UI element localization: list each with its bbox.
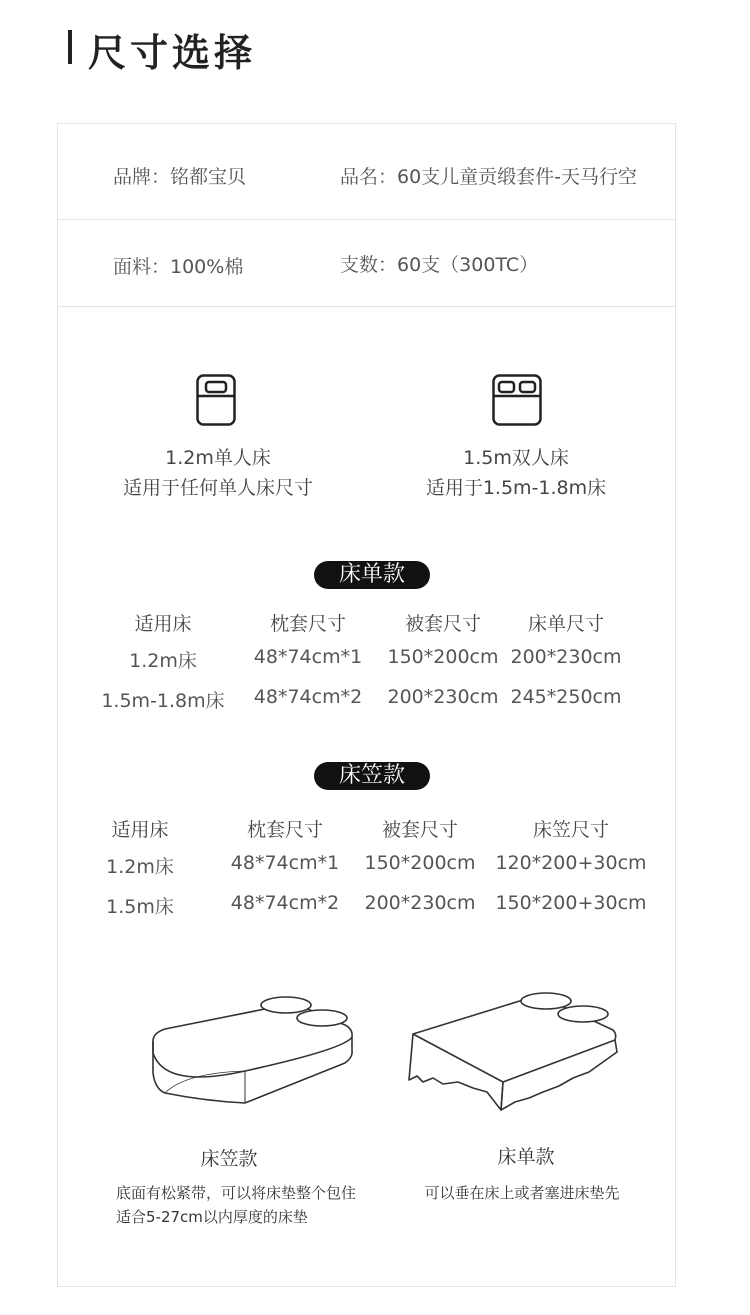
table-cell: 1.5m-1.8m床 bbox=[101, 690, 225, 712]
flat-sheet-caption: 床单款 bbox=[497, 1146, 555, 1168]
fitted-sheet-bed-illustration bbox=[145, 993, 357, 1108]
table-cell: 48*74cm*2 bbox=[230, 892, 340, 914]
page-title: 尺寸选择 bbox=[88, 31, 257, 75]
table-cell: 48*74cm*1 bbox=[253, 646, 363, 668]
single-bed-name: 1.2m单人床 bbox=[165, 447, 271, 469]
fitted-sheet-desc: 适合5-27cm以内厚度的床垫 bbox=[116, 1208, 308, 1226]
table-header: 枕套尺寸 bbox=[246, 819, 324, 841]
table-header: 被套尺寸 bbox=[381, 819, 459, 841]
double-bed-name: 1.5m双人床 bbox=[463, 447, 569, 469]
fitted-sheet-caption: 床笠款 bbox=[200, 1148, 258, 1170]
double-bed-icon bbox=[492, 374, 542, 426]
table-cell: 120*200+30cm bbox=[495, 852, 647, 874]
table-header: 床单尺寸 bbox=[527, 613, 605, 635]
table-header: 适用床 bbox=[134, 613, 192, 635]
divider bbox=[57, 306, 676, 307]
table-cell: 1.2m床 bbox=[106, 856, 174, 878]
table-cell: 150*200+30cm bbox=[495, 892, 647, 914]
table-header: 适用床 bbox=[111, 819, 169, 841]
material-text: 面料：100%棉 bbox=[113, 256, 244, 278]
brand-text: 品牌：铭都宝贝 bbox=[113, 166, 247, 188]
table-cell: 1.2m床 bbox=[129, 650, 197, 672]
table-cell: 150*200cm bbox=[387, 646, 499, 668]
table-header: 床笠尺寸 bbox=[532, 819, 610, 841]
table-cell: 200*230cm bbox=[387, 686, 499, 708]
thread-count-text: 支数：60支（300TC） bbox=[340, 254, 539, 276]
divider bbox=[57, 219, 676, 220]
table-cell: 200*230cm bbox=[364, 892, 476, 914]
table-header: 被套尺寸 bbox=[404, 613, 482, 635]
product-name-text: 品名：60支儿童贡缎套件-天马行空 bbox=[340, 166, 638, 188]
title-accent-bar bbox=[68, 30, 72, 64]
table-cell: 245*250cm bbox=[510, 686, 622, 708]
table-cell: 48*74cm*1 bbox=[230, 852, 340, 874]
flat-sheet-desc: 可以垂在床上或者塞进床垫先 bbox=[424, 1184, 620, 1202]
single-bed-desc: 适用于任何单人床尺寸 bbox=[122, 477, 314, 499]
table-cell: 48*74cm*2 bbox=[253, 686, 363, 708]
double-bed-desc: 适用于1.5m-1.8m床 bbox=[425, 477, 607, 499]
flat-sheet-bed-illustration bbox=[403, 990, 621, 1115]
table-cell: 150*200cm bbox=[364, 852, 476, 874]
table-cell: 1.5m床 bbox=[106, 896, 174, 918]
fitted-sheet-title: 床笠款 bbox=[314, 762, 430, 790]
table-cell: 200*230cm bbox=[510, 646, 622, 668]
table-header: 枕套尺寸 bbox=[269, 613, 347, 635]
single-bed-icon bbox=[196, 374, 236, 426]
fitted-sheet-desc: 底面有松紧带，可以将床垫整个包住 bbox=[116, 1184, 357, 1202]
flat-sheet-title: 床单款 bbox=[314, 561, 430, 589]
